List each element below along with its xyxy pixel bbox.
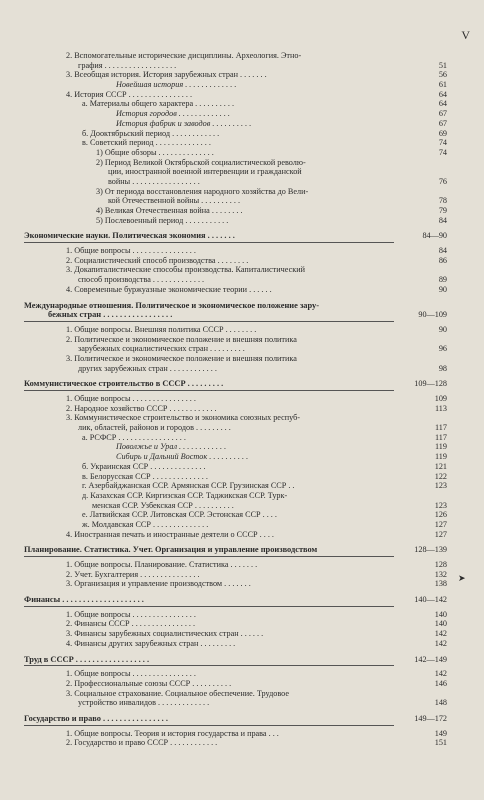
- toc-entry-page: 90: [438, 324, 447, 334]
- toc-entry: [24, 265, 447, 275]
- toc-entry-page: 126: [434, 510, 447, 520]
- toc-entry-page: 149—172: [414, 713, 447, 723]
- toc-entry-page: 89: [438, 275, 447, 285]
- toc-entry-title: 2) Период Великой Октябрьской социалистической револю-: [96, 157, 306, 167]
- toc-entry: [24, 639, 447, 649]
- toc-entry: [24, 70, 447, 80]
- toc-entry-title: Международные отношения. Политическое и экономическое положение зару-: [24, 300, 320, 310]
- toc-entry: [24, 256, 447, 266]
- section-rule: [24, 321, 394, 322]
- toc-entry-title: Планирование. Статистика. Учет. Организация и управление производством: [24, 545, 318, 555]
- toc-entry-page: 76: [438, 176, 447, 186]
- toc-entry-title: способ производства . . . . . . . . . . . . .: [78, 275, 205, 285]
- toc-entry-title: 3. Финансы зарубежных социалистических стран . . . . . .: [66, 629, 264, 639]
- toc-entry-page: 64: [438, 99, 447, 109]
- toc-entry: [24, 510, 447, 520]
- toc-entry-title: 2. Финансы СССР . . . . . . . . . . . . . . . .: [66, 619, 196, 629]
- toc-entry-title: менская ССР. Узбекская ССР . . . . . . . . . .: [92, 500, 234, 510]
- toc-entry: [24, 80, 447, 90]
- toc-entry-title: 3) От периода восстановления народного хозяйства до Вели-: [96, 186, 309, 196]
- toc-entry-title: 1. Общие вопросы . . . . . . . . . . . . . . . .: [66, 246, 196, 256]
- toc-entry-page: 117: [435, 432, 447, 442]
- toc-entry-title: Поволжье и Урал . . . . . . . . . . . .: [116, 442, 227, 452]
- toc-entry-page: 117: [435, 423, 447, 433]
- toc-entry-page: 119: [435, 442, 447, 452]
- toc-entry: [24, 530, 447, 540]
- section-rule: [24, 556, 394, 557]
- toc-entry: [24, 669, 447, 679]
- toc-section-heading: [24, 545, 447, 555]
- toc-entry-title: 2. Социалистический способ производства . . . . . . . .: [66, 255, 249, 265]
- toc-entry-title: кой Отечественной войны . . . . . . . . . .: [108, 196, 241, 206]
- section-rule: [24, 665, 394, 666]
- toc-entry-title: войны . . . . . . . . . . . . . . . . .: [108, 176, 200, 186]
- toc-section-heading: [24, 231, 447, 241]
- toc-section-heading: [24, 595, 447, 605]
- toc-entry-title: б. Украинская ССР . . . . . . . . . . . . . .: [82, 461, 206, 471]
- toc-section-heading: [24, 655, 447, 665]
- toc-entry-title: 3. Организация и управление производством . . . . . . .: [66, 579, 251, 589]
- toc-entry-title: д. Казахская ССР. Киргизская ССР. Таджикская ССР. Турк-: [82, 490, 288, 500]
- toc-entry: [24, 138, 447, 148]
- toc-entry-page: 84: [438, 246, 447, 256]
- toc-entry-title: 1. Общие вопросы . . . . . . . . . . . . . . . .: [66, 669, 196, 679]
- toc-entry-page: 142: [434, 638, 447, 648]
- toc-entry: [24, 501, 447, 511]
- toc-entry-title: 4. Финансы других зарубежных стран . . . . . . . . .: [66, 638, 236, 648]
- toc-entry-title: Экономические науки. Политическая экономия . . . . . . .: [24, 231, 235, 241]
- toc-entry-title: 3. Докапиталистические способы производства. Капиталистический: [66, 265, 305, 275]
- toc-entry: [24, 148, 447, 158]
- toc-entry: [24, 433, 447, 443]
- toc-entry: [24, 216, 447, 226]
- toc-entry-page: 140: [434, 619, 447, 629]
- toc-entry-title: а. Материалы общего характера . . . . . . . . . .: [82, 99, 235, 109]
- toc-entry: [24, 119, 447, 129]
- toc-entry-title: бежных стран . . . . . . . . . . . . . . . . .: [48, 310, 173, 320]
- toc-entry-page: 96: [438, 344, 447, 354]
- toc-entry: [24, 619, 447, 629]
- toc-entry: [24, 738, 447, 748]
- toc-entry-title: Коммунистическое строительство в СССР . . . . . . . . .: [24, 379, 224, 389]
- toc-entry: [24, 99, 447, 109]
- toc-entry: [24, 404, 447, 414]
- toc-entry-title: 4) Великая Отечественная война . . . . . . . .: [96, 206, 243, 215]
- toc-entry-page: 69: [438, 128, 447, 138]
- toc-entry-page: 151: [434, 738, 447, 748]
- toc-entry-title: ции, иностранной военной интервенции и гражданской: [108, 167, 302, 177]
- toc-entry-page: 128—139: [414, 545, 447, 555]
- toc-entry-page: 140: [434, 609, 447, 619]
- toc-entry-page: 98: [438, 363, 447, 373]
- page-number: V: [461, 28, 470, 42]
- toc-entry-title: е. Латвийская ССР. Литовская ССР. Эстонская ССР . . . .: [82, 510, 277, 520]
- toc-entry-title: Сибирь и Дальний Восток . . . . . . . . . .: [116, 452, 249, 462]
- toc-entry-page: 127: [434, 519, 447, 529]
- toc-entry: [24, 698, 447, 708]
- toc-entry-title: История городов . . . . . . . . . . . . .: [116, 109, 230, 119]
- toc-entry: [24, 325, 447, 335]
- toc-entry-title: 3. Коммунистическое строительство и экономика союзных респуб-: [66, 413, 301, 423]
- toc-entry-title: 4. История СССР . . . . . . . . . . . . . . . .: [66, 89, 193, 99]
- toc-entry-title: 2. Профессиональные союзы СССР . . . . . . . . . .: [66, 678, 232, 688]
- toc-entry: [24, 679, 447, 689]
- toc-entry: [24, 344, 447, 354]
- toc-entry: [24, 472, 447, 482]
- toc-entry: [24, 689, 447, 699]
- toc-entry-title: 3. Политическое и экономическое положение и внешняя политика: [66, 353, 297, 363]
- toc-entry-page: 86: [438, 255, 447, 265]
- toc-entry-page: 132: [434, 569, 447, 579]
- toc-entry-title: в. Советский период . . . . . . . . . . . . . .: [82, 138, 211, 148]
- toc-entry: [24, 629, 447, 639]
- toc-entry-page: 67: [438, 109, 447, 119]
- toc-entry: [24, 129, 447, 139]
- toc-entry: [24, 442, 447, 452]
- toc-entry-title: в. Белорусская ССР . . . . . . . . . . . . . .: [82, 471, 208, 481]
- toc-entry-title: 1) Общие обзоры . . . . . . . . . . . . . .: [96, 147, 214, 157]
- toc-entry: [24, 246, 447, 256]
- toc-entry-title: История фабрик и заводов . . . . . . . . . .: [116, 118, 252, 128]
- toc-entry-page: 142: [434, 669, 447, 679]
- toc-entry: [24, 481, 447, 491]
- toc-entry-page: 84: [438, 215, 447, 225]
- toc-entry-title: 3. Всеобщая история. История зарубежных стран . . . . . . .: [66, 70, 267, 80]
- section-rule: [24, 242, 394, 243]
- toc-entry-title: а. РСФСР . . . . . . . . . . . . . . . . .: [82, 432, 186, 442]
- toc-entry-title: 1. Общие вопросы. Внешняя политика СССР . . . . . . . .: [66, 324, 257, 334]
- toc-entry-title: 4. Иностранная печать и иностранные деятели о СССР . . . .: [66, 529, 274, 539]
- section-rule: [24, 606, 394, 607]
- toc-entry-page: 140—142: [414, 595, 447, 605]
- toc-entry-title: устройство инвалидов . . . . . . . . . . . . .: [78, 698, 210, 708]
- toc-entry: [24, 335, 447, 345]
- toc-entry: [24, 167, 447, 177]
- toc-entry-title: графия . . . . . . . . . . . . . . . . . .: [78, 60, 177, 70]
- toc-entry: [24, 206, 447, 216]
- toc-entry-title: 2. Вспомогательные исторические дисциплины. Археология. Этно-: [66, 51, 302, 60]
- toc-entry: [24, 579, 447, 589]
- toc-entry-page: 127: [434, 529, 447, 539]
- toc-entry-page: 122: [434, 471, 447, 481]
- toc-entry-page: 123: [434, 481, 447, 491]
- toc-entry: [24, 364, 447, 374]
- toc-entry: [24, 462, 447, 472]
- toc-entry-title: ж. Молдавская ССР . . . . . . . . . . . . . .: [82, 519, 209, 529]
- toc-entry: [24, 452, 447, 462]
- toc-entry: [24, 196, 447, 206]
- toc-section-heading: [24, 301, 447, 311]
- toc-entry-title: Государство и право . . . . . . . . . . . . . . . .: [24, 713, 168, 723]
- toc-entry-title: г. Азербайджанская ССР. Армянская ССР. Грузинская ССР . .: [82, 481, 295, 491]
- toc-entry: [24, 275, 447, 285]
- toc-entry-title: лик, областей, районов и городов . . . . . . . . .: [78, 423, 231, 433]
- toc-entry-page: 148: [434, 698, 447, 708]
- toc-entry-page: 74: [438, 138, 447, 148]
- toc-entry-page: 113: [435, 403, 447, 413]
- toc-entry: [24, 413, 447, 423]
- toc-section-heading: [24, 379, 447, 389]
- toc-entry: [24, 520, 447, 530]
- toc-entry-page: 109—128: [414, 379, 447, 389]
- toc-entry-title: 2. Политическое и экономическое положение и внешняя политика: [66, 334, 297, 344]
- toc-entry-title: 4. Современные буржуазные экономические теории . . . . . .: [66, 284, 272, 294]
- toc-entry-page: 138: [434, 579, 447, 589]
- toc-entry-title: 2. Народное хозяйство СССР . . . . . . . . . . . .: [66, 403, 217, 413]
- toc-entry: [24, 285, 447, 295]
- toc-entry: [24, 491, 447, 501]
- toc-entry-title: 2. Государство и право СССР . . . . . . . . . . . .: [66, 738, 218, 748]
- toc-entry-page: 123: [434, 500, 447, 510]
- toc-entry-page: 121: [434, 461, 447, 471]
- toc-entry: [24, 394, 447, 404]
- toc-entry-title: 1. Общие вопросы. Планирование. Статистика . . . . . . .: [66, 560, 258, 569]
- toc-entry-title: других зарубежных стран . . . . . . . . . . . .: [78, 363, 217, 373]
- toc-entry-page: 90: [438, 284, 447, 294]
- toc-entry-title: 2. Учет. Бухгалтерия . . . . . . . . . . . . . . .: [66, 569, 200, 579]
- toc-entry-title: б. Дооктябрьский период . . . . . . . . . . . .: [82, 128, 220, 138]
- toc-entry-title: зарубежных социалистических стран . . . . . . . . .: [78, 344, 245, 354]
- toc-entry-page: 51: [438, 60, 447, 70]
- toc-entry-page: 142: [434, 629, 447, 639]
- toc-entry-page: 84—90: [422, 231, 447, 241]
- toc-section-heading: [24, 310, 447, 320]
- toc-entry: [24, 560, 447, 570]
- toc-entry: [24, 177, 447, 187]
- toc-entry-page: 128: [434, 560, 447, 569]
- toc-entry-title: 1. Общие вопросы . . . . . . . . . . . . . . . .: [66, 394, 196, 403]
- toc-entry-page: 61: [438, 80, 447, 90]
- toc-entry: [24, 90, 447, 100]
- toc-entry-page: 67: [438, 118, 447, 128]
- section-rule: [24, 725, 394, 726]
- toc-entry-page: 79: [438, 206, 447, 215]
- table-of-contents: [24, 51, 447, 748]
- toc-entry: [24, 354, 447, 364]
- toc-entry: [24, 61, 447, 71]
- toc-entry-title: Финансы . . . . . . . . . . . . . . . . . . . .: [24, 595, 144, 605]
- section-rule: [24, 390, 394, 391]
- toc-entry: [24, 109, 447, 119]
- toc-entry-title: Новейшая история . . . . . . . . . . . . .: [116, 80, 237, 90]
- toc-entry: [24, 610, 447, 620]
- toc-entry-title: 1. Общие вопросы . . . . . . . . . . . . . . . .: [66, 609, 196, 619]
- toc-entry: [24, 729, 447, 739]
- margin-mark-icon: ➤: [458, 573, 466, 583]
- toc-entry-page: 74: [438, 147, 447, 157]
- toc-entry-title: 5) Послевоенный период . . . . . . . . . . .: [96, 215, 229, 225]
- toc-entry: [24, 158, 447, 168]
- toc-entry: [24, 423, 447, 433]
- toc-entry-page: 142—149: [414, 654, 447, 664]
- toc-entry: [24, 187, 447, 197]
- toc-entry: [24, 51, 447, 61]
- toc-entry-title: Труд в СССР . . . . . . . . . . . . . . . . . .: [24, 654, 150, 664]
- toc-entry-page: 119: [435, 452, 447, 462]
- toc-entry-page: 90—109: [418, 310, 447, 320]
- toc-entry-page: 78: [438, 196, 447, 206]
- toc-entry-page: 109: [434, 394, 447, 403]
- toc-entry-title: 3. Социальное страхование. Социальное обеспечение. Трудовое: [66, 688, 290, 698]
- toc-section-heading: [24, 714, 447, 724]
- toc-entry-title: 1. Общие вопросы. Теория и история государства и права . . .: [66, 728, 279, 738]
- toc-entry-page: 64: [438, 89, 447, 99]
- toc-entry: [24, 570, 447, 580]
- toc-entry-page: 56: [438, 70, 447, 80]
- toc-entry-page: 149: [434, 728, 447, 738]
- toc-entry-page: 146: [434, 678, 447, 688]
